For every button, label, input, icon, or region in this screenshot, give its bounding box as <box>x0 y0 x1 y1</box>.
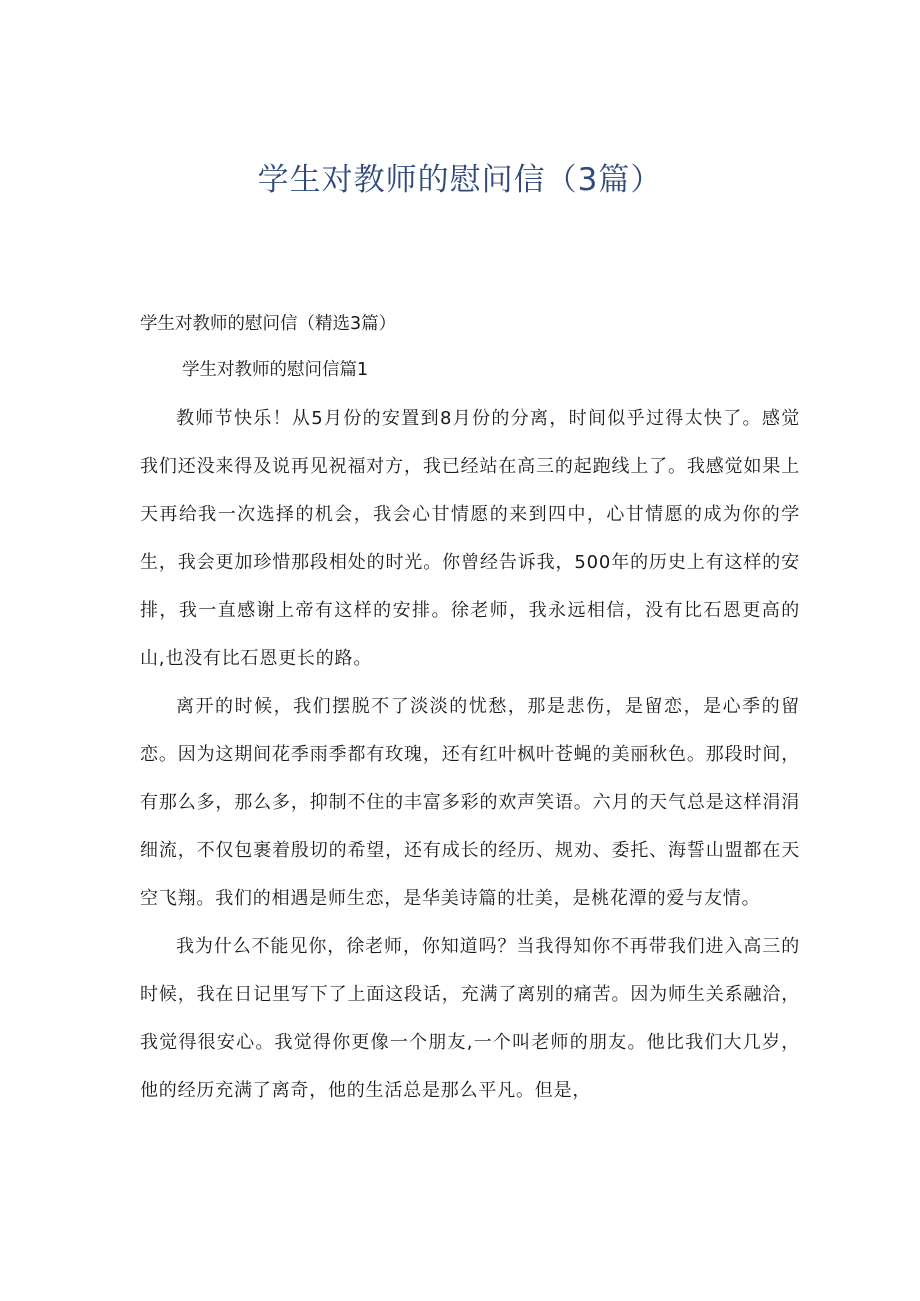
document-subtitle: 学生对教师的慰问信（精选3篇） <box>140 314 397 334</box>
document-title: 学生对教师的慰问信（3篇） <box>257 162 663 198</box>
section-heading: 学生对教师的慰问信篇1 <box>182 360 369 380</box>
paragraph-1: 教师节快乐！从5月份的安置到8月份的分离，时间似乎过得太快了。感觉我们还没来得及说再见祝福对方，我已经站在高三的起跑线上了。我感觉如果上天再给我一次选择的机会，我会心甘情愿的来到四中，心甘情愿的成为你的学生，我会更加珍惜那段相处的时光。你曾经告诉我，500年的历史上有这样的安排，我一直感谢上帝有这样的安排。徐老师，我永远相信，没有比石恩更高的山,也没有比石恩更长的路。 <box>140 408 800 669</box>
paragraph-3: 我为什么不能见你，徐老师，你知道吗？当我得知你不再带我们进入高三的时候，我在日记里写下了上面这段话，充满了离别的痛苦。因为师生关系融洽，我觉得很安心。我觉得你更像一个朋友,一个叫老师的朋友。他比我们大几岁，他的经历充满了离奇，他的生活总是那么平凡。但是， <box>140 936 800 1101</box>
paragraph-2: 离开的时候，我们摆脱不了淡淡的忧愁，那是悲伤，是留恋，是心季的留恋。因为这期间花季雨季都有玫瑰，还有红叶枫叶苍蝇的美丽秋色。那段时间，有那么多，那么多，抑制不住的丰富多彩的欢声笑语。六月的天气总是这样涓涓细流，不仅包裹着殷切的希望，还有成长的经历、规劝、委托、海誓山盟都在天空飞翔。我们的相遇是师生恋，是华美诗篇的壮美，是桃花潭的爱与友情。 <box>140 696 800 909</box>
document-body <box>140 395 800 1115</box>
